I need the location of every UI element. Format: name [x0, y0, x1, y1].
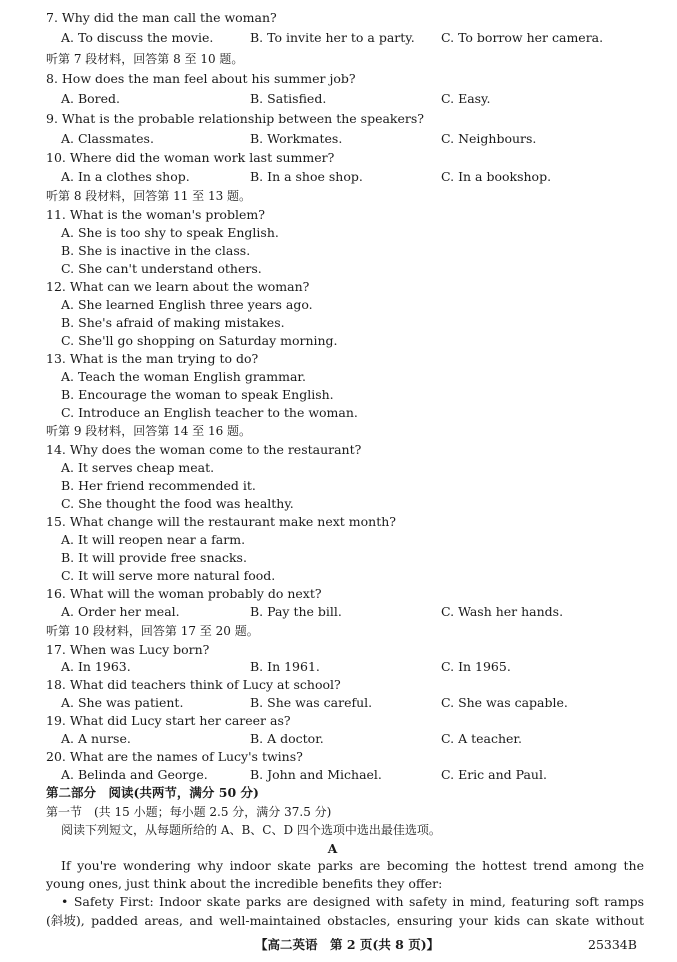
line-text: If you're wondering why indoor skate parks are becoming the hottest trend among the — [61, 858, 644, 873]
line-text: 阅读下列短文，从每题所给的 A、B、C、D 四个选项中选出最佳选项。 — [61, 823, 441, 837]
text-line — [0, 875, 677, 893]
line-text: A — [327, 841, 338, 856]
text-line — [0, 110, 677, 128]
line-text: C. She can't understand others. — [61, 261, 262, 276]
line-text: 7. Why did the man call the woman? — [46, 10, 277, 25]
text-line — [0, 50, 677, 68]
text-line — [0, 857, 677, 875]
line-text: 听第 9 段材料，回答第 14 至 16 题。 — [46, 424, 252, 438]
footer-page-label: 【高二英语 第 2 页(共 8 页)】 — [255, 937, 440, 952]
text-line — [0, 495, 677, 513]
text-line — [0, 585, 677, 603]
text-line — [0, 603, 677, 621]
text-line — [0, 676, 677, 694]
option-text: A. Belinda and George. — [61, 767, 208, 782]
option-text: B. Satisfied. — [250, 91, 327, 106]
option-text: A. Order her meal. — [61, 604, 180, 619]
option-text: A. Bored. — [61, 91, 121, 106]
line-text: 第二部分 阅读(共两节，满分 50 分) — [46, 785, 259, 800]
text-line — [0, 549, 677, 567]
option-text: B. John and Michael. — [250, 767, 382, 782]
option-text: A. Classmates. — [61, 131, 154, 146]
text-line — [0, 784, 677, 802]
line-text: 9. What is the probable relationship between the speakers? — [46, 111, 424, 126]
line-text: 19. What did Lucy start her career as? — [46, 713, 291, 728]
line-text: young ones, just think about the incredible benefits they offer: — [46, 876, 443, 891]
option-text: C. Wash her hands. — [441, 604, 564, 619]
line-text: B. She's afraid of making mistakes. — [61, 315, 285, 330]
text-line — [0, 404, 677, 422]
line-text: (斜坡), padded areas, and well-maintained obstacles, ensuring your kids can skate without — [46, 913, 644, 928]
text-line — [0, 622, 677, 640]
line-text: 11. What is the woman's problem? — [46, 207, 265, 222]
option-text: C. To borrow her camera. — [441, 30, 604, 45]
text-line — [0, 332, 677, 350]
option-text: A. A nurse. — [61, 731, 131, 746]
line-text: • Safety First: Indoor skate parks are designed with safety in mind, featuring soft ramps — [61, 894, 644, 909]
option-text: C. Neighbours. — [441, 131, 537, 146]
line-text: B. Encourage the woman to speak English. — [61, 387, 334, 402]
text-line — [0, 912, 677, 930]
text-line — [0, 260, 677, 278]
line-text: B. Her friend recommended it. — [61, 478, 256, 493]
text-line — [0, 840, 677, 858]
text-line — [0, 9, 677, 27]
footer-code: 25334B — [588, 937, 637, 952]
line-text: C. It will serve more natural food. — [61, 568, 276, 583]
line-text: 听第 10 段材料，回答第 17 至 20 题。 — [46, 624, 259, 638]
line-text: B. She is inactive in the class. — [61, 243, 251, 258]
option-text: C. A teacher. — [441, 731, 522, 746]
option-text: C. She was capable. — [441, 695, 568, 710]
text-line — [0, 314, 677, 332]
text-line — [0, 386, 677, 404]
text-line — [0, 459, 677, 477]
line-text: C. She thought the food was healthy. — [61, 496, 294, 511]
option-text: C. Eric and Paul. — [441, 767, 547, 782]
text-line — [0, 187, 677, 205]
text-line — [0, 658, 677, 676]
option-text: B. Pay the bill. — [250, 604, 342, 619]
text-line — [0, 803, 677, 821]
text-line — [0, 350, 677, 368]
option-text: A. She was patient. — [61, 695, 184, 710]
line-text: 12. What can we learn about the woman? — [46, 279, 310, 294]
option-text: B. A doctor. — [250, 731, 324, 746]
text-line — [0, 149, 677, 167]
text-line — [0, 422, 677, 440]
text-line — [0, 513, 677, 531]
text-line — [0, 641, 677, 659]
line-text: A. It serves cheap meat. — [61, 460, 215, 475]
text-line — [0, 206, 677, 224]
text-line — [0, 821, 677, 839]
text-line — [0, 766, 677, 784]
text-line — [0, 748, 677, 766]
line-text: C. She'll go shopping on Saturday morning. — [61, 333, 338, 348]
text-line — [0, 168, 677, 186]
line-text: A. Teach the woman English grammar. — [61, 369, 306, 384]
text-line — [0, 893, 677, 911]
option-text: B. She was careful. — [250, 695, 373, 710]
line-text: 20. What are the names of Lucy's twins? — [46, 749, 303, 764]
text-line — [0, 296, 677, 314]
text-line — [0, 70, 677, 88]
line-text: 14. Why does the woman come to the restaurant? — [46, 442, 362, 457]
option-text: B. In a shoe shop. — [250, 169, 363, 184]
line-text: 13. What is the man trying to do? — [46, 351, 259, 366]
line-text: 16. What will the woman probably do next? — [46, 586, 322, 601]
text-line — [0, 224, 677, 242]
text-line — [0, 567, 677, 585]
line-text: 15. What change will the restaurant make next month? — [46, 514, 396, 529]
line-text: 17. When was Lucy born? — [46, 642, 210, 657]
text-line — [0, 712, 677, 730]
option-text: A. In 1963. — [61, 659, 131, 674]
text-line — [0, 242, 677, 260]
text-line — [0, 441, 677, 459]
line-text: 10. Where did the woman work last summer? — [46, 150, 335, 165]
line-text: 8. How does the man feel about his summer job? — [46, 71, 356, 86]
line-text: A. It will reopen near a farm. — [61, 532, 246, 547]
text-line — [0, 531, 677, 549]
line-text: B. It will provide free snacks. — [61, 550, 247, 565]
text-line — [0, 130, 677, 148]
text-line — [0, 90, 677, 108]
option-text: B. To invite her to a party. — [250, 30, 415, 45]
text-line — [0, 368, 677, 386]
line-text: 听第 8 段材料，回答第 11 至 13 题。 — [46, 189, 252, 203]
option-text: B. In 1961. — [250, 659, 320, 674]
option-text: C. Easy. — [441, 91, 491, 106]
line-text: A. She learned English three years ago. — [61, 297, 313, 312]
line-text: 第一节 (共 15 小题；每小题 2.5 分，满分 37.5 分) — [46, 805, 332, 819]
option-text: C. In a bookshop. — [441, 169, 552, 184]
option-text: A. In a clothes shop. — [61, 169, 190, 184]
line-text: C. Introduce an English teacher to the woman. — [61, 405, 358, 420]
option-text: B. Workmates. — [250, 131, 343, 146]
text-line — [0, 730, 677, 748]
text-line — [0, 477, 677, 495]
page-footer — [0, 936, 677, 954]
option-text: C. In 1965. — [441, 659, 511, 674]
line-text: A. She is too shy to speak English. — [61, 225, 279, 240]
line-text: 18. What did teachers think of Lucy at school? — [46, 677, 341, 692]
line-text: 听第 7 段材料，回答第 8 至 10 题。 — [46, 52, 244, 66]
text-line — [0, 29, 677, 47]
text-line — [0, 694, 677, 712]
option-text: A. To discuss the movie. — [61, 30, 214, 45]
text-line — [0, 278, 677, 296]
